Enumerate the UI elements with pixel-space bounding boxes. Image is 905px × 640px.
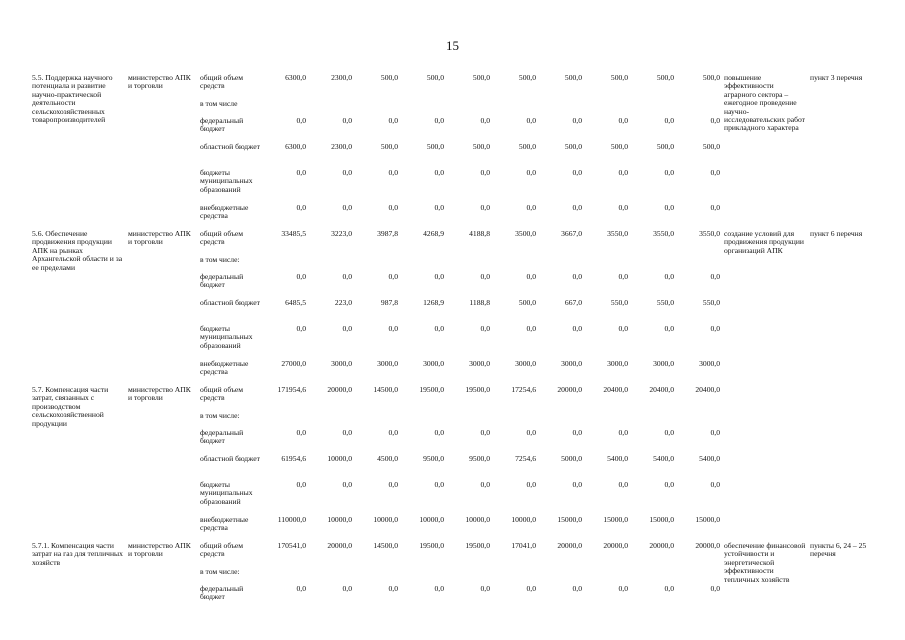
amount-cell: 223,0 bbox=[334, 299, 352, 307]
amount-cell: 0,0 bbox=[388, 117, 398, 125]
funding-source: общий объем средств bbox=[200, 230, 244, 247]
amount-cell: 0,0 bbox=[526, 585, 536, 593]
amount-cell: 0,0 bbox=[526, 273, 536, 281]
amount-cell: 0,0 bbox=[572, 169, 582, 177]
program-table bbox=[30, 74, 882, 611]
amount-cell: 0,0 bbox=[572, 204, 582, 212]
amount-cell: 3550,0 bbox=[607, 230, 628, 238]
amount-cell: 4188,8 bbox=[469, 230, 490, 238]
executor-name: министерство АПК и торговли bbox=[128, 230, 191, 247]
amount-cell bbox=[354, 568, 400, 585]
amount-cell bbox=[676, 568, 722, 585]
amount-cell: 0,0 bbox=[664, 429, 674, 437]
amount-cell: 500,0 bbox=[426, 143, 444, 151]
amount-cell: 0,0 bbox=[388, 585, 398, 593]
amount-cell: 0,0 bbox=[526, 481, 536, 489]
amount-cell: 3667,0 bbox=[561, 230, 582, 238]
indicator-reference: пункт 3 перечня bbox=[810, 74, 863, 82]
amount-cell: 500,0 bbox=[380, 143, 398, 151]
amount-cell: 0,0 bbox=[710, 117, 720, 125]
amount-cell: 0,0 bbox=[618, 585, 628, 593]
amount-cell: 0,0 bbox=[342, 204, 352, 212]
amount-cell: 20000,0 bbox=[603, 542, 628, 550]
amount-cell: 5400,0 bbox=[607, 455, 628, 463]
amount-cell: 0,0 bbox=[572, 117, 582, 125]
amount-cell: 15000,0 bbox=[603, 516, 628, 524]
amount-cell: 0,0 bbox=[480, 204, 490, 212]
amount-cell: 6485,5 bbox=[285, 299, 306, 307]
amount-cell: 20000,0 bbox=[695, 542, 720, 550]
amount-cell: 10000,0 bbox=[419, 516, 444, 524]
amount-cell: 19500,0 bbox=[419, 542, 444, 550]
funding-source: внебюджетные средства bbox=[200, 516, 249, 533]
amount-cell: 0,0 bbox=[572, 429, 582, 437]
amount-cell: 0,0 bbox=[434, 429, 444, 437]
amount-cell: 0,0 bbox=[664, 117, 674, 125]
amount-cell: 3000,0 bbox=[653, 360, 674, 368]
amount-cell: 3500,0 bbox=[515, 230, 536, 238]
amount-cell bbox=[584, 568, 630, 585]
amount-cell bbox=[630, 568, 676, 585]
amount-cell: 0,0 bbox=[480, 117, 490, 125]
amount-cell bbox=[446, 568, 492, 585]
amount-cell: 20000,0 bbox=[649, 542, 674, 550]
amount-cell: 0,0 bbox=[434, 481, 444, 489]
amount-cell: 6300,0 bbox=[285, 143, 306, 151]
amount-cell: 0,0 bbox=[710, 204, 720, 212]
amount-cell: 14500,0 bbox=[373, 386, 398, 394]
funding-source: федеральный бюджет bbox=[200, 273, 244, 290]
amount-cell: 0,0 bbox=[526, 204, 536, 212]
amount-cell: 0,0 bbox=[526, 117, 536, 125]
amount-cell: 0,0 bbox=[434, 169, 444, 177]
executor-name: министерство АПК и торговли bbox=[128, 386, 191, 403]
amount-cell: 0,0 bbox=[434, 204, 444, 212]
amount-cell bbox=[492, 412, 538, 429]
amount-cell bbox=[400, 256, 446, 273]
amount-cell: 0,0 bbox=[618, 481, 628, 489]
amount-cell bbox=[264, 568, 308, 585]
amount-cell: 9500,0 bbox=[423, 455, 444, 463]
amount-cell: 0,0 bbox=[296, 169, 306, 177]
amount-cell: 0,0 bbox=[572, 325, 582, 333]
amount-cell: 9500,0 bbox=[469, 455, 490, 463]
executor-name: министерство АПК и торговли bbox=[128, 74, 191, 91]
amount-cell bbox=[538, 568, 584, 585]
executor-name: министерство АПК и торговли bbox=[128, 542, 191, 559]
amount-cell: 0,0 bbox=[710, 429, 720, 437]
amount-cell: 20400,0 bbox=[649, 386, 674, 394]
amount-cell: 500,0 bbox=[702, 74, 720, 82]
amount-cell: 0,0 bbox=[296, 325, 306, 333]
amount-cell: 7254,6 bbox=[515, 455, 536, 463]
amount-cell bbox=[676, 100, 722, 117]
measure-name: 5.7.1. Компенсация части затрат на газ для тепличных хозяйств bbox=[32, 542, 123, 567]
table-body bbox=[30, 74, 882, 611]
expected-result bbox=[722, 386, 808, 542]
amount-cell: 3550,0 bbox=[653, 230, 674, 238]
amount-cell: 0,0 bbox=[480, 325, 490, 333]
table-row bbox=[30, 542, 882, 568]
amount-cell: 0,0 bbox=[572, 585, 582, 593]
page-number: 15 bbox=[446, 38, 459, 53]
funding-source: бюджеты муниципальных образований bbox=[200, 169, 253, 194]
amount-cell bbox=[630, 100, 676, 117]
amount-cell: 500,0 bbox=[380, 74, 398, 82]
amount-cell: 0,0 bbox=[342, 325, 352, 333]
amount-cell: 20000,0 bbox=[557, 386, 582, 394]
amount-cell: 1268,9 bbox=[423, 299, 444, 307]
amount-cell: 0,0 bbox=[480, 481, 490, 489]
amount-cell: 500,0 bbox=[426, 74, 444, 82]
amount-cell: 170541,0 bbox=[277, 542, 306, 550]
amount-cell: 0,0 bbox=[618, 429, 628, 437]
amount-cell: 0,0 bbox=[388, 429, 398, 437]
expected-result: создание условий для продвижения продукции организаций АПК bbox=[724, 230, 804, 255]
amount-cell: 20400,0 bbox=[695, 386, 720, 394]
amount-cell: 5400,0 bbox=[653, 455, 674, 463]
funding-source: общий объем средств bbox=[200, 542, 244, 559]
amount-cell: 0,0 bbox=[388, 325, 398, 333]
amount-cell: 3000,0 bbox=[331, 360, 352, 368]
amount-cell: 0,0 bbox=[710, 169, 720, 177]
amount-cell: 550,0 bbox=[656, 299, 674, 307]
amount-cell: 500,0 bbox=[518, 299, 536, 307]
amount-cell: 0,0 bbox=[664, 273, 674, 281]
amount-cell: 15000,0 bbox=[649, 516, 674, 524]
indicator-reference bbox=[808, 386, 882, 542]
amount-cell bbox=[446, 100, 492, 117]
amount-cell: 500,0 bbox=[518, 143, 536, 151]
amount-cell bbox=[584, 100, 630, 117]
amount-cell: 0,0 bbox=[480, 273, 490, 281]
amount-cell: 4500,0 bbox=[377, 455, 398, 463]
amount-cell bbox=[676, 256, 722, 273]
amount-cell: 20000,0 bbox=[327, 386, 352, 394]
amount-cell: 0,0 bbox=[296, 429, 306, 437]
amount-cell bbox=[492, 100, 538, 117]
amount-cell bbox=[584, 412, 630, 429]
amount-cell: 10000,0 bbox=[373, 516, 398, 524]
amount-cell: 2300,0 bbox=[331, 143, 352, 151]
amount-cell bbox=[630, 256, 676, 273]
amount-cell: 0,0 bbox=[572, 273, 582, 281]
amount-cell: 15000,0 bbox=[695, 516, 720, 524]
table-row bbox=[30, 230, 882, 256]
amount-cell: 0,0 bbox=[434, 325, 444, 333]
amount-cell: 0,0 bbox=[480, 169, 490, 177]
amount-cell bbox=[676, 412, 722, 429]
amount-cell: 0,0 bbox=[388, 481, 398, 489]
amount-cell: 0,0 bbox=[526, 429, 536, 437]
amount-cell: 3000,0 bbox=[423, 360, 444, 368]
amount-cell: 0,0 bbox=[296, 481, 306, 489]
amount-cell bbox=[308, 568, 354, 585]
amount-cell: 0,0 bbox=[296, 273, 306, 281]
funding-source: областной бюджет bbox=[200, 299, 260, 307]
funding-source: в том числе: bbox=[200, 256, 240, 264]
amount-cell bbox=[308, 100, 354, 117]
amount-cell bbox=[538, 412, 584, 429]
amount-cell: 0,0 bbox=[618, 117, 628, 125]
expected-result: обеспечение финансовой устойчивости и энергетической эффективности тепличных хозяйств bbox=[724, 542, 806, 584]
amount-cell: 33485,5 bbox=[281, 230, 306, 238]
amount-cell: 500,0 bbox=[610, 143, 628, 151]
amount-cell bbox=[538, 256, 584, 273]
funding-source: в том числе: bbox=[200, 568, 240, 576]
amount-cell: 667,0 bbox=[564, 299, 582, 307]
funding-source: федеральный бюджет bbox=[200, 117, 244, 134]
amount-cell: 0,0 bbox=[296, 117, 306, 125]
amount-cell: 500,0 bbox=[472, 143, 490, 151]
amount-cell: 19500,0 bbox=[465, 542, 490, 550]
amount-cell: 3000,0 bbox=[607, 360, 628, 368]
expected-result: повышение эффективности аграрного сектора – ежегодное проведение научно-исследовательских работ прикладного характера bbox=[724, 74, 805, 133]
amount-cell bbox=[264, 412, 308, 429]
amount-cell: 0,0 bbox=[618, 325, 628, 333]
amount-cell: 19500,0 bbox=[465, 386, 490, 394]
funding-source: областной бюджет bbox=[200, 143, 260, 151]
amount-cell: 550,0 bbox=[610, 299, 628, 307]
amount-cell: 171954,6 bbox=[277, 386, 306, 394]
measure-name: 5.5. Поддержка научного потенциала и развитие научно-практической деятельности сельскохозяйственных товаропроизводителей bbox=[32, 74, 113, 125]
amount-cell bbox=[400, 412, 446, 429]
amount-cell: 61954,6 bbox=[281, 455, 306, 463]
amount-cell: 500,0 bbox=[656, 74, 674, 82]
amount-cell: 500,0 bbox=[564, 143, 582, 151]
amount-cell bbox=[264, 256, 308, 273]
amount-cell: 0,0 bbox=[388, 273, 398, 281]
table-row bbox=[30, 386, 882, 412]
amount-cell: 0,0 bbox=[526, 169, 536, 177]
indicator-reference: пункт 6 перечня bbox=[810, 230, 863, 238]
amount-cell: 0,0 bbox=[710, 585, 720, 593]
amount-cell: 0,0 bbox=[710, 481, 720, 489]
amount-cell: 14500,0 bbox=[373, 542, 398, 550]
funding-source: в том числе: bbox=[200, 412, 240, 420]
amount-cell: 0,0 bbox=[342, 481, 352, 489]
amount-cell bbox=[400, 100, 446, 117]
amount-cell: 0,0 bbox=[296, 204, 306, 212]
amount-cell: 3000,0 bbox=[377, 360, 398, 368]
amount-cell: 2300,0 bbox=[331, 74, 352, 82]
funding-source: общий объем средств bbox=[200, 386, 244, 403]
amount-cell bbox=[492, 256, 538, 273]
amount-cell: 0,0 bbox=[342, 117, 352, 125]
amount-cell: 5400,0 bbox=[699, 455, 720, 463]
amount-cell: 0,0 bbox=[664, 585, 674, 593]
amount-cell: 0,0 bbox=[434, 585, 444, 593]
funding-source: федеральный бюджет bbox=[200, 429, 244, 446]
amount-cell: 0,0 bbox=[342, 585, 352, 593]
funding-source: бюджеты муниципальных образований bbox=[200, 481, 253, 506]
amount-cell: 20400,0 bbox=[603, 386, 628, 394]
measure-name: 5.7. Компенсация части затрат, связанных с производством сельскохозяйственной продукции bbox=[32, 386, 109, 428]
amount-cell bbox=[308, 256, 354, 273]
amount-cell bbox=[492, 568, 538, 585]
amount-cell: 0,0 bbox=[526, 325, 536, 333]
funding-source: в том числе bbox=[200, 100, 238, 108]
amount-cell: 10000,0 bbox=[327, 516, 352, 524]
amount-cell: 15000,0 bbox=[557, 516, 582, 524]
amount-cell: 3223,0 bbox=[331, 230, 352, 238]
amount-cell: 0,0 bbox=[618, 273, 628, 281]
amount-cell: 0,0 bbox=[480, 585, 490, 593]
amount-cell: 3550,0 bbox=[699, 230, 720, 238]
amount-cell bbox=[400, 568, 446, 585]
amount-cell: 4268,9 bbox=[423, 230, 444, 238]
amount-cell: 0,0 bbox=[664, 481, 674, 489]
amount-cell: 3000,0 bbox=[469, 360, 490, 368]
amount-cell: 17041,0 bbox=[511, 542, 536, 550]
amount-cell: 27000,0 bbox=[281, 360, 306, 368]
amount-cell: 0,0 bbox=[572, 481, 582, 489]
measure-name: 5.6. Обеспечение продвижения продукции АПК на рынках Архангельской области и за ее пределами bbox=[32, 230, 123, 272]
amount-cell: 500,0 bbox=[564, 74, 582, 82]
amount-cell: 3987,8 bbox=[377, 230, 398, 238]
amount-cell: 0,0 bbox=[480, 429, 490, 437]
amount-cell: 17254,6 bbox=[511, 386, 536, 394]
amount-cell: 10000,0 bbox=[511, 516, 536, 524]
amount-cell: 0,0 bbox=[618, 169, 628, 177]
amount-cell: 987,8 bbox=[380, 299, 398, 307]
amount-cell: 110000,0 bbox=[277, 516, 306, 524]
amount-cell: 500,0 bbox=[518, 74, 536, 82]
amount-cell: 0,0 bbox=[664, 204, 674, 212]
amount-cell bbox=[354, 412, 400, 429]
amount-cell: 20000,0 bbox=[327, 542, 352, 550]
amount-cell bbox=[446, 412, 492, 429]
amount-cell: 0,0 bbox=[434, 273, 444, 281]
funding-source: внебюджетные средства bbox=[200, 360, 249, 377]
amount-cell: 6300,0 bbox=[285, 74, 306, 82]
amount-cell bbox=[446, 256, 492, 273]
amount-cell: 0,0 bbox=[388, 204, 398, 212]
amount-cell: 0,0 bbox=[388, 169, 398, 177]
amount-cell: 0,0 bbox=[710, 325, 720, 333]
amount-cell bbox=[630, 412, 676, 429]
amount-cell: 19500,0 bbox=[419, 386, 444, 394]
funding-source: федеральный бюджет bbox=[200, 585, 244, 602]
amount-cell: 500,0 bbox=[472, 74, 490, 82]
amount-cell: 3000,0 bbox=[515, 360, 536, 368]
amount-cell: 0,0 bbox=[664, 325, 674, 333]
amount-cell: 500,0 bbox=[656, 143, 674, 151]
amount-cell: 0,0 bbox=[342, 273, 352, 281]
funding-source: общий объем средств bbox=[200, 74, 244, 91]
amount-cell: 0,0 bbox=[342, 429, 352, 437]
amount-cell: 500,0 bbox=[702, 143, 720, 151]
funding-source: внебюджетные средства bbox=[200, 204, 249, 221]
funding-source: бюджеты муниципальных образований bbox=[200, 325, 253, 350]
amount-cell: 3000,0 bbox=[561, 360, 582, 368]
table-row bbox=[30, 74, 882, 100]
amount-cell: 0,0 bbox=[618, 204, 628, 212]
amount-cell: 0,0 bbox=[434, 117, 444, 125]
amount-cell bbox=[354, 100, 400, 117]
amount-cell: 20000,0 bbox=[557, 542, 582, 550]
indicator-reference: пункты 6, 24 – 25 перечня bbox=[810, 542, 867, 559]
amount-cell bbox=[538, 100, 584, 117]
amount-cell: 0,0 bbox=[342, 169, 352, 177]
funding-source: областной бюджет bbox=[200, 455, 260, 463]
amount-cell: 550,0 bbox=[702, 299, 720, 307]
amount-cell: 5000,0 bbox=[561, 455, 582, 463]
amount-cell: 0,0 bbox=[296, 585, 306, 593]
amount-cell: 10000,0 bbox=[465, 516, 490, 524]
amount-cell: 0,0 bbox=[710, 273, 720, 281]
amount-cell: 10000,0 bbox=[327, 455, 352, 463]
amount-cell: 1188,8 bbox=[469, 299, 490, 307]
amount-cell bbox=[354, 256, 400, 273]
amount-cell: 0,0 bbox=[664, 169, 674, 177]
amount-cell bbox=[584, 256, 630, 273]
amount-cell bbox=[308, 412, 354, 429]
amount-cell bbox=[264, 100, 308, 117]
amount-cell: 500,0 bbox=[610, 74, 628, 82]
amount-cell: 3000,0 bbox=[699, 360, 720, 368]
